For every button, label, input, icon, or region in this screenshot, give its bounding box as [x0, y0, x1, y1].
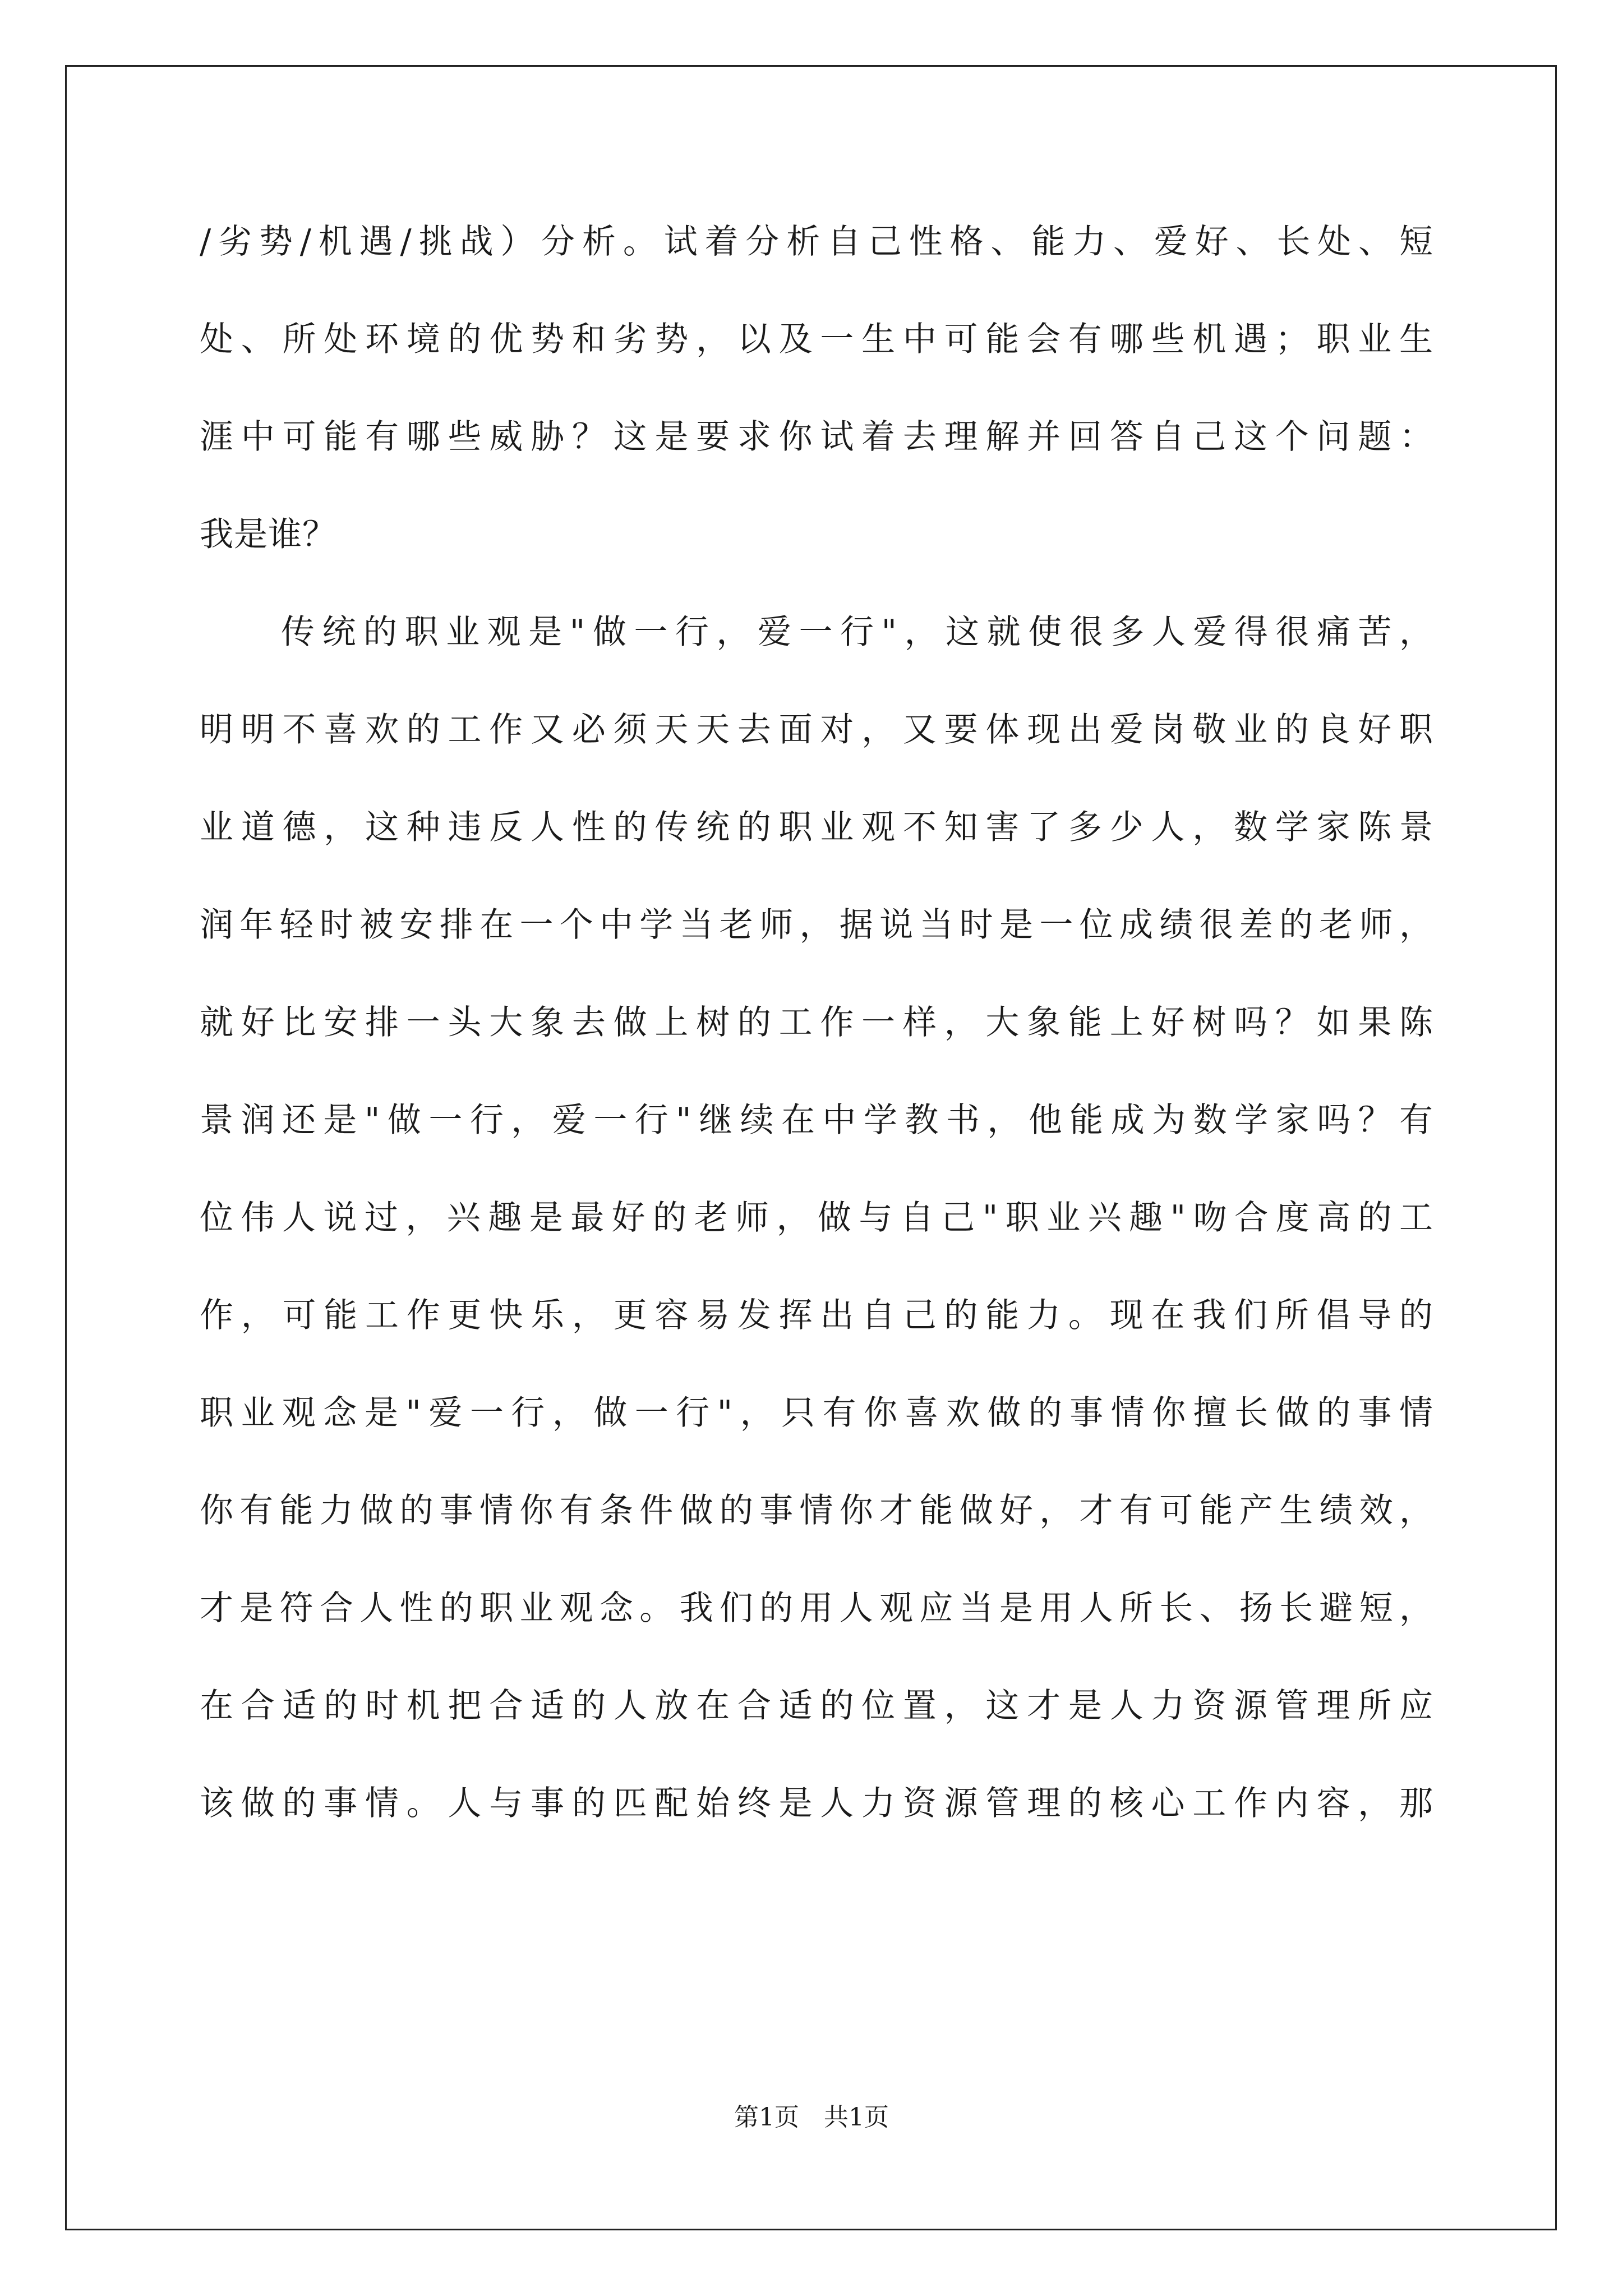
text-line: 涯中可能有哪些威胁？这是要求你试着去理解并回答自己这个问题： — [200, 417, 1433, 457]
page-number-footer: 第1页 共1页 — [734, 2103, 889, 2132]
text-line: 在合适的时机把合适的人放在合适的位置，这才是人力资源管理所应 — [200, 1686, 1433, 1726]
text-line: 明明不喜欢的工作又必须天天去面对，又要体现出爱岗敬业的良好职 — [200, 710, 1433, 749]
text-line: 才是符合人性的职业观念。我们的用人观应当是用人所长、扬长避短， — [200, 1589, 1433, 1628]
paragraph-first-line: 传统的职业观是"做一行，爱一行"，这就使很多人爱得很痛苦， — [281, 613, 1433, 652]
text-line: 该做的事情。人与事的匹配始终是人力资源管理的核心工作内容，那 — [200, 1784, 1433, 1823]
text-line: 景润还是"做一行，爱一行"继续在中学教书，他能成为数学家吗？有 — [200, 1101, 1433, 1140]
text-line: 位伟人说过，兴趣是最好的老师，做与自己"职业兴趣"吻合度高的工 — [200, 1198, 1433, 1237]
text-line: 我是谁？ — [200, 515, 336, 554]
text-line: 处、所处环境的优势和劣势，以及一生中可能会有哪些机遇；职业生 — [200, 320, 1433, 359]
document-body — [200, 222, 1433, 1881]
text-line: 业道德，这种违反人性的传统的职业观不知害了多少人，数学家陈景 — [200, 808, 1433, 847]
text-line: 作，可能工作更快乐，更容易发挥出自己的能力。现在我们所倡导的 — [200, 1296, 1433, 1335]
text-line: 润年轻时被安排在一个中学当老师，据说当时是一位成绩很差的老师， — [200, 905, 1433, 945]
text-line: 就好比安排一头大象去做上树的工作一样，大象能上好树吗？如果陈 — [200, 1003, 1433, 1042]
text-line: /劣势/机遇/挑战）分析。试着分析自己性格、能力、爱好、长处、短 — [200, 222, 1433, 261]
text-line: 你有能力做的事情你有条件做的事情你才能做好，才有可能产生绩效， — [200, 1491, 1433, 1530]
text-line: 职业观念是"爱一行，做一行"，只有你喜欢做的事情你擅长做的事情 — [200, 1393, 1433, 1433]
